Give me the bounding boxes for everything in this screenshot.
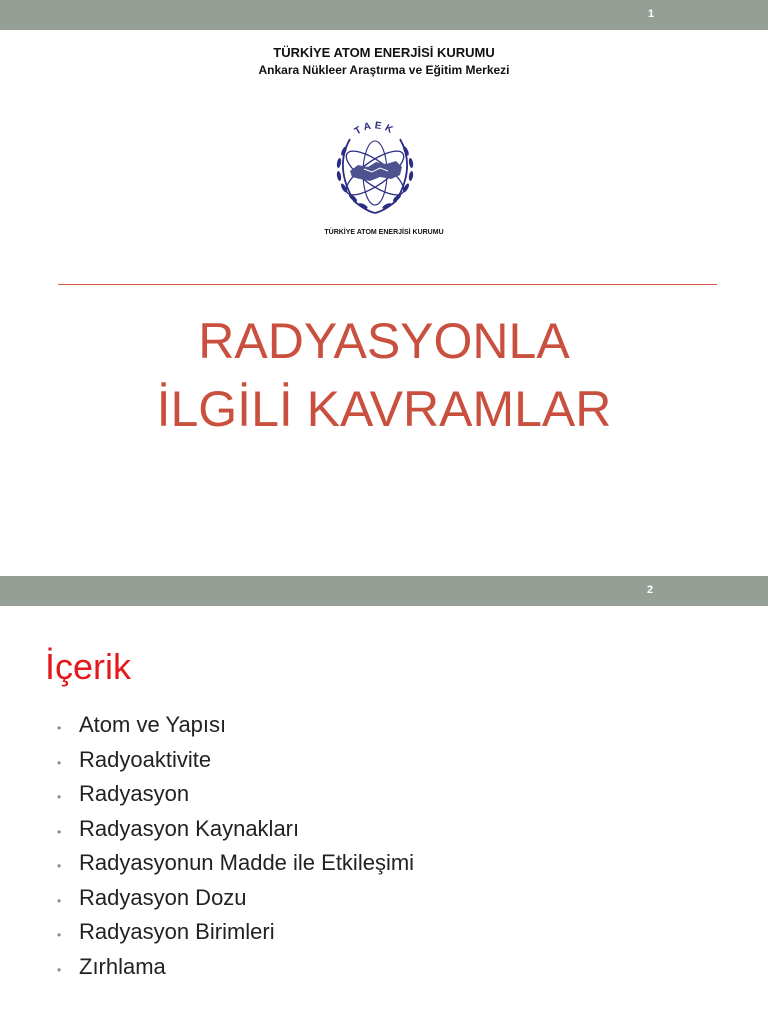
list-item-text: Atom ve Yapısı (79, 712, 227, 737)
organization-name: TÜRKİYE ATOM ENERJİSİ KURUMU (273, 45, 495, 60)
logo-caption: TÜRKİYE ATOM ENERJİSİ KURUMU (324, 229, 444, 236)
list-item-text: Radyasyon (79, 781, 190, 806)
slide-title-line-2: İLGİLİ KAVRAMLAR (156, 381, 612, 437)
center-name: Ankara Nükleer Araştırma ve Eğitim Merkezi (258, 63, 510, 77)
slide-title-line-1: RADYASYONLA (198, 313, 570, 369)
bullet-icon: • (57, 893, 62, 908)
svg-text:TAEK (353, 120, 397, 137)
slide-header-bar (0, 0, 768, 30)
bullet-icon: • (57, 962, 62, 977)
list-item-text: Radyasyon Dozu (79, 884, 247, 910)
bullet-icon: • (57, 859, 62, 873)
list-item-text: Radyasyonun Madde ile Etkileşimi (79, 850, 415, 875)
list-item-text: Radyoaktivite (79, 746, 212, 772)
list-item-text: Radyasyon Birimleri (79, 919, 275, 944)
bullet-icon: • (57, 721, 62, 735)
bullet-icon: • (57, 824, 62, 839)
list-item-text: Zırhlama (79, 953, 166, 979)
taek-logo-icon (328, 117, 422, 217)
bullet-icon: • (57, 755, 62, 770)
title-divider (58, 284, 717, 285)
bullet-icon: • (57, 790, 62, 804)
list-item-text: Radyasyon Kaynakları (79, 815, 300, 841)
contents-heading: İçerik (45, 646, 132, 687)
logo-ring-text: TAEK (352, 120, 398, 138)
slide-number: 2 (647, 584, 654, 596)
bullet-icon: • (57, 928, 62, 942)
slide-header-bar (0, 576, 768, 606)
slide-number: 1 (648, 8, 655, 20)
slide-2 (0, 576, 768, 1024)
